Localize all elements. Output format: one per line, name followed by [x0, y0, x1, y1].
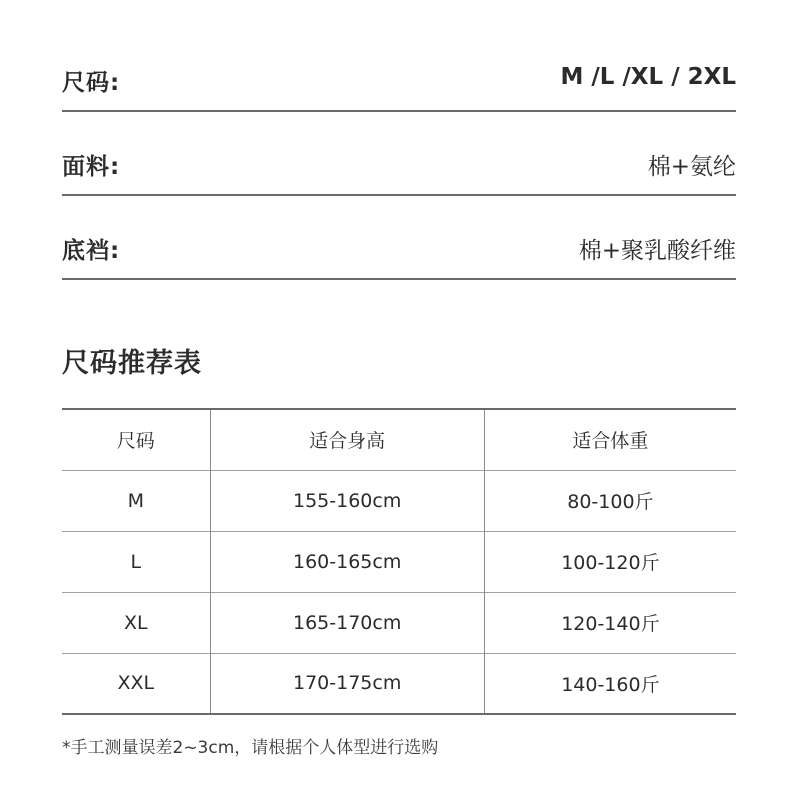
spec-label-size: 尺码:	[62, 70, 121, 96]
cell-size: XXL	[117, 672, 155, 695]
table-row	[62, 470, 736, 531]
spec-row-crotch	[62, 196, 736, 280]
cell-weight: 100-120斤	[484, 531, 736, 592]
cell-weight: 120-140斤	[484, 592, 736, 653]
cell-weight: 140-160斤	[484, 653, 736, 714]
cell-size: M	[127, 489, 144, 512]
spec-value-fabric: 棉+氨纶	[647, 154, 736, 180]
table-row	[62, 653, 736, 714]
cell-height: 160-165cm	[210, 531, 484, 592]
spec-value-crotch: 棉+聚乳酸纤维	[578, 238, 736, 264]
spec-row-fabric	[62, 112, 736, 196]
header-weight: 适合体重	[484, 409, 736, 470]
header-height: 适合身高	[210, 409, 484, 470]
cell-size: L	[130, 550, 142, 573]
cell-height: 165-170cm	[210, 592, 484, 653]
header-size: 尺码	[116, 430, 155, 453]
cell-height: 155-160cm	[210, 470, 484, 531]
table-row	[62, 592, 736, 653]
table-row	[62, 531, 736, 592]
size-chart-title: 尺码推荐表	[62, 348, 202, 379]
size-chart-table	[62, 408, 736, 715]
spec-value-size: M /L /XL / 2XL	[560, 64, 736, 90]
spec-label-fabric: 面料:	[62, 154, 121, 180]
cell-weight: 80-100斤	[484, 470, 736, 531]
cell-size: XL	[123, 611, 148, 634]
cell-height: 170-175cm	[210, 653, 484, 714]
measurement-footnote: *手工测量误差2~3cm，请根据个人体型进行选购	[62, 738, 439, 758]
spec-row-size	[62, 28, 736, 112]
spec-label-crotch: 底裆:	[62, 238, 121, 264]
table-header-row	[62, 409, 736, 470]
